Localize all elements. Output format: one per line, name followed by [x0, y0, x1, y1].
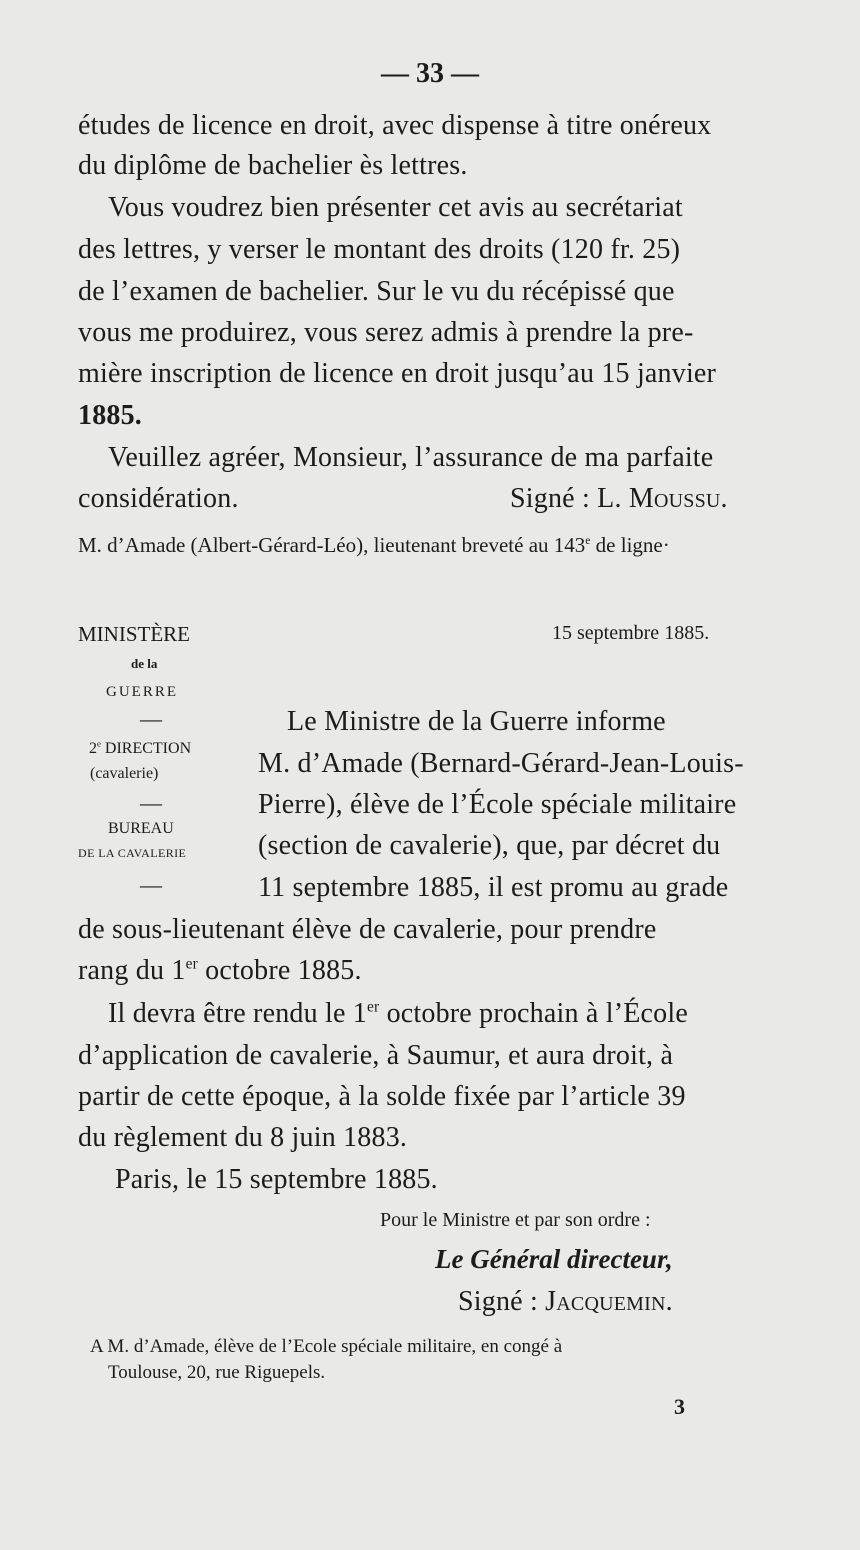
page-number: — 33 — [381, 58, 479, 89]
signature-mark: 3 [674, 1394, 685, 1419]
notice-line-6: de sous-lieutenant élève de cavalerie, pour prendre [78, 914, 657, 945]
para1-line-1: études de licence en droit, avec dispense à titre onéreux [78, 110, 712, 141]
para2-line-6: 1885. [78, 400, 142, 431]
notice-line-3: Pierre), élève de l’École spéciale militaire [258, 789, 737, 820]
margin-direction: 2e DIRECTION [89, 738, 192, 757]
para1-line-2: du diplôme de bachelier ès lettres. [78, 150, 468, 181]
para2-line-5: mière inscription de licence en droit jusqu’au 15 janvier [78, 358, 717, 389]
notice-line-4: (section de cavalerie), que, par décret du [258, 830, 721, 861]
paris-date-line: Paris, le 15 septembre 1885. [115, 1164, 438, 1195]
devra-line-1: Il devra être rendu le 1er octobre prochain à l’École [108, 998, 688, 1029]
para2-line-4: vous me produirez, vous serez admis à prendre la pre- [78, 317, 694, 348]
margin-de-la: de la [131, 656, 158, 671]
devra-line-3: partir de cette époque, à la solde fixée par l’article 39 [78, 1081, 686, 1112]
margin-cavalerie: (cavalerie) [90, 765, 159, 782]
pour-le-ministre: Pour le Ministre et par son ordre : [380, 1209, 651, 1231]
footer-address-line-2: Toulouse, 20, rue Riguepels. [108, 1362, 326, 1383]
notice-line-1: Le Ministre de la Guerre informe [287, 706, 666, 737]
devra-line-4: du règlement du 8 juin 1883. [78, 1122, 408, 1153]
notice-line-5: 11 septembre 1885, il est promu au grade [258, 872, 729, 903]
margin-de-la-cavalerie: DE LA CAVALERIE [78, 846, 187, 860]
margin-dash-2: — [140, 790, 162, 815]
notice-line-7: rang du 1er octobre 1885. [78, 955, 362, 986]
margin-dash-1: — [140, 706, 162, 731]
date-right: 15 septembre 1885. [552, 622, 710, 644]
para2-line-2: des lettres, y verser le montant des droits (120 fr. 25) [78, 234, 681, 265]
para3-line-2: considération. [78, 483, 239, 514]
general-directeur: Le Général directeur, [435, 1244, 673, 1274]
para2-line-3: de l’examen de bachelier. Sur le vu du récépissé que [78, 276, 675, 307]
margin-guerre: GUERRE [106, 684, 178, 700]
margin-ministere: MINISTÈRE [78, 622, 190, 646]
signature-moussu: Signé : L. Moussu. [510, 483, 728, 514]
footer-address-line-1: A M. d’Amade, élève de l’Ecole spéciale militaire, en congé à [90, 1336, 563, 1357]
notice-line-2: M. d’Amade (Bernard-Gérard-Jean-Louis- [258, 748, 744, 779]
devra-line-2: d’application de cavalerie, à Saumur, et aura droit, à [78, 1040, 674, 1071]
addressee-1: M. d’Amade (Albert-Gérard-Léo), lieutenant breveté au 143e de ligne· [78, 533, 670, 557]
margin-dash-3: — [140, 872, 162, 897]
para2-line-1: Vous voudrez bien présenter cet avis au secrétariat [108, 192, 683, 223]
margin-bureau: BUREAU [108, 820, 174, 837]
para3-line-1: Veuillez agréer, Monsieur, l’assurance de ma parfaite [108, 442, 714, 473]
signature-jacquemin: Signé : Jacquemin. [458, 1286, 673, 1317]
